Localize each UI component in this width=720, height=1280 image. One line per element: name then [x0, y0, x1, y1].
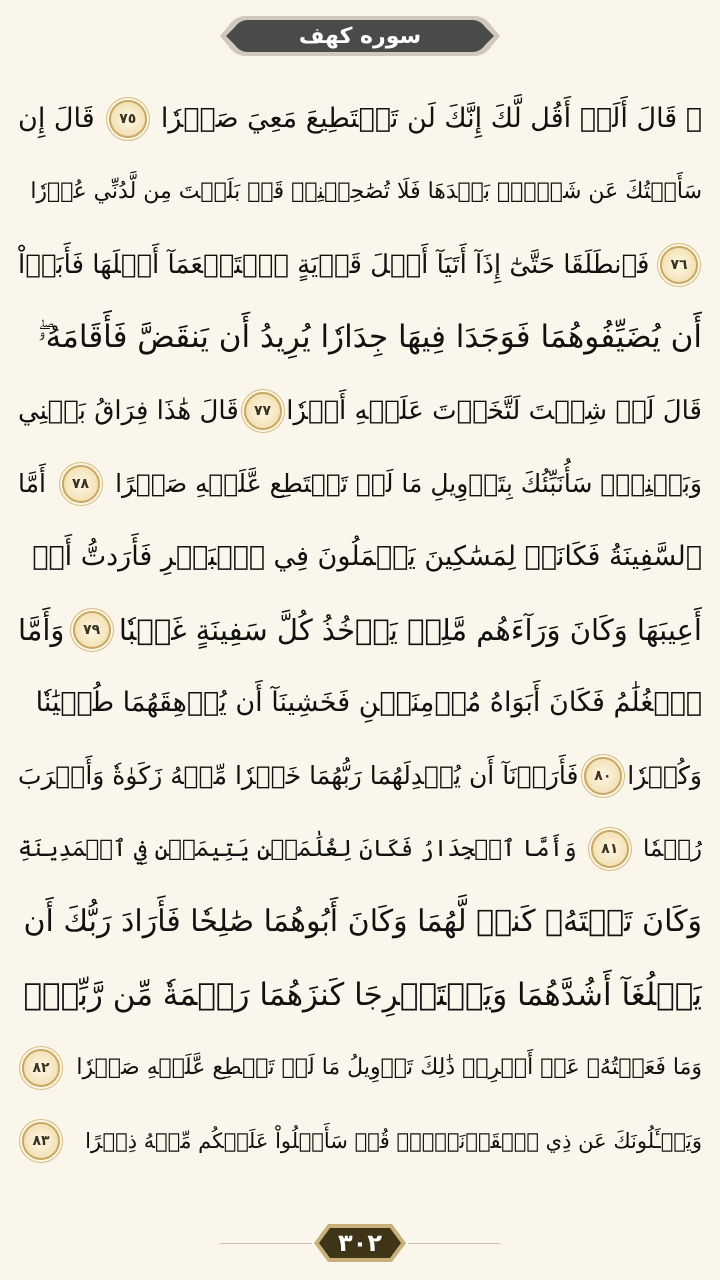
ayah-number-marker: ٨١ — [591, 830, 629, 868]
text-line — [18, 958, 702, 1031]
ayah-number-marker: ٧٩ — [73, 611, 111, 649]
text-line — [18, 1031, 702, 1104]
ayah-number-marker: ٧٧ — [244, 392, 282, 430]
text-line — [18, 739, 702, 812]
surah-header — [218, 12, 502, 60]
ayah-text: وَمَا فَعَلۡتُهُۥ عَنۡ أَمۡرِيۚ ذَٰلِكَ تَأۡوِيلُ مَا لَمۡ تَسۡطِع عَّلَيۡهِ صَبۡرٗا — [76, 1055, 702, 1080]
ayah-text: وَكَانَ تَحۡتَهُۥ كَنزٞ لَّهُمَا وَكَانَ أَبُوهُمَا صَٰلِحٗا فَأَرَادَ رَبُّكَ أَن — [23, 904, 702, 939]
text-line — [18, 447, 702, 520]
ayah-number-marker: ٨٢ — [22, 1049, 60, 1087]
ayah-number-marker: ٧٦ — [660, 246, 698, 284]
ayah-text: ۞ قَالَ أَلَمۡ أَقُل لَّكَ إِنَّكَ لَن تَسۡتَطِيعَ مَعِيَ صَبۡرٗا — [160, 103, 702, 134]
page-number: ٣٠٢ — [338, 1229, 382, 1257]
text-line — [18, 812, 702, 885]
ayah-text: قَالَ إِن — [18, 103, 95, 134]
ayah-text: أَمَّا — [18, 469, 46, 498]
footer-divider-right — [408, 1243, 500, 1244]
text-line — [18, 885, 702, 958]
ayah-number-marker: ٨٠ — [584, 757, 622, 795]
page-number-badge — [312, 1220, 408, 1266]
ayah-text: وَبَيۡنِكَۚ سَأُنَبِّئُكَ بِتَأۡوِيلِ مَا لَمۡ تَسۡتَطِع عَّلَيۡهِ صَبۡرًا — [115, 469, 702, 498]
ayah-text: سَأَلۡتُكَ عَن شَيۡءِۭ بَعۡدَهَا فَلَا تُصَٰحِبۡنِيۖ قَدۡ بَلَغۡتَ مِن لَّدُنِّي عُذۡرٗا — [30, 179, 702, 204]
ayah-text: فَأَرَدۡنَآ أَن يُبۡدِلَهُمَا رَبُّهُمَا خَيۡرٗا مِّنۡهُ زَكَوٰةٗ وَأَقۡرَبَ — [18, 761, 579, 790]
ayah-text: وَكُفۡرٗا — [627, 761, 702, 790]
text-line — [18, 374, 702, 447]
text-line — [18, 301, 702, 374]
text-line — [18, 228, 702, 301]
quran-page-text — [18, 82, 702, 1177]
ayah-text: وَيَسۡـَٔلُونَكَ عَن ذِي ٱلۡقَرۡنَيۡنِۖ قُلۡ سَأَتۡلُواْ عَلَيۡكُم مِّنۡهُ ذِكۡرًا — [85, 1128, 702, 1153]
ayah-text: وَأَمَّا ٱلۡجِدَارُ فَكَانَ لِغُلَٰمَيۡنِ يَتِيمَيۡنِ فِي ٱلۡمَدِينَةِ — [18, 835, 577, 862]
text-line — [18, 666, 702, 739]
text-line — [18, 593, 702, 666]
ayah-text: أَعِيبَهَا وَكَانَ وَرَآءَهُم مَّلِكٞ يَأۡخُذُ كُلَّ سَفِينَةٍ غَصۡبٗا — [118, 612, 702, 647]
ayah-text: فَٱنطَلَقَا حَتَّىٰٓ إِذَآ أَتَيَآ أَهۡلَ قَرۡيَةٍ ٱسۡتَطۡعَمَآ أَهۡلَهَا فَأَبَوۡاْ — [18, 249, 650, 280]
ayah-text: قَالَ لَوۡ شِئۡتَ لَتَّخَذۡتَ عَلَيۡهِ أَجۡرٗا — [286, 395, 702, 426]
text-line — [18, 520, 702, 593]
ayah-text: يَبۡلُغَآ أَشُدَّهُمَا وَيَسۡتَخۡرِجَا كَنزَهُمَا رَحۡمَةٗ مِّن رَّبِّكَۚ — [23, 976, 702, 1013]
ayah-number-marker: ٨٣ — [22, 1122, 60, 1160]
ayah-text: رُحۡمٗا — [642, 835, 702, 862]
ayah-number-marker: ٧٥ — [109, 100, 147, 138]
ayah-text: ٱلسَّفِينَةُ فَكَانَتۡ لِمَسَٰكِينَ يَعۡمَلُونَ فِي ٱلۡبَحۡرِ فَأَرَدتُّ أَنۡ — [32, 541, 702, 572]
text-line — [18, 155, 702, 228]
text-line — [18, 82, 702, 155]
ayah-text: أَن يُضَيِّفُوهُمَا فَوَجَدَا فِيهَا جِدَارٗا يُرِيدُ أَن يَنقَضَّ فَأَقَامَهُۥۖ — [37, 319, 702, 355]
text-line — [18, 1104, 702, 1177]
ayah-text: ٱلۡغُلَٰمُ فَكَانَ أَبَوَاهُ مُؤۡمِنَيۡنِ فَخَشِينَآ أَن يُرۡهِقَهُمَا طُغۡيَٰنٗا — [35, 687, 702, 718]
ayah-number-marker: ٧٨ — [62, 465, 100, 503]
surah-title: سوره كهف — [298, 23, 422, 49]
footer-divider-left — [220, 1243, 312, 1244]
ayah-text: قَالَ هَٰذَا فِرَاقُ بَيۡنِي — [18, 395, 239, 426]
ayah-text: وَأَمَّا — [18, 612, 65, 647]
